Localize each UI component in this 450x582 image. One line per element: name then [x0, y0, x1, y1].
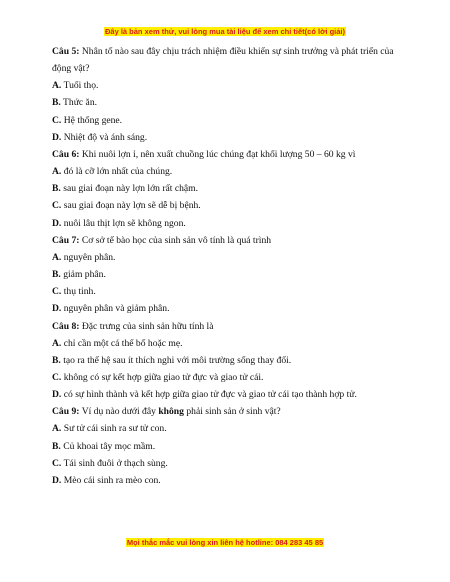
question-label: Câu 9:: [52, 406, 80, 418]
question-5-stem: [52, 43, 412, 77]
option-d: D. Nhiệt độ và ánh sáng.: [52, 131, 148, 143]
option-a: A. nguyên phân.: [52, 251, 116, 263]
question-list: [52, 43, 412, 489]
question-text: Cơ sở tế bào học của sinh sản vô tính là quá trình: [81, 234, 272, 246]
question-emphasis: không: [158, 406, 184, 418]
option-a: A. chỉ cần một cá thể bố hoặc mẹ.: [52, 337, 183, 349]
question-label: Câu 5:: [52, 46, 80, 57]
option-d: D. nuôi lâu thịt lợn sẽ không ngon.: [52, 217, 186, 229]
option-c: C. Tái sinh đuôi ở thạch sùng.: [52, 457, 168, 469]
question-8-stem: [52, 318, 412, 335]
preview-notice-banner: [0, 27, 450, 36]
option-d: D. có sự hình thành và kết hợp giữa giao tử đực và giao tử cái tạo thành hợp tử.: [52, 389, 357, 401]
question-label: Câu 8:: [52, 320, 80, 332]
question-text: Đặc trưng của sinh sản hữu tính là: [81, 320, 214, 332]
option-b: B. Củ khoai tây mọc mầm.: [52, 440, 156, 452]
option-a: A. Tuổi thọ.: [52, 80, 99, 92]
option-c: C. sau giai đoạn này lợn sẽ dễ bị bệnh.: [52, 200, 201, 212]
question-text-before: Ví dụ nào dưới đây: [81, 406, 156, 418]
question-7-stem: [52, 232, 412, 249]
option-b: B. Thức ăn.: [52, 97, 98, 109]
question-text-after: phải sinh sản ở sinh vật?: [186, 406, 281, 418]
question-text: Khi nuôi lợn ỉ, nên xuất chuồng lúc chúng đạt khối lượng 50 – 60 kg vì: [81, 148, 356, 160]
option-a: A. đó là cỡ lớn nhất của chúng.: [52, 166, 173, 178]
option-c: C. Hệ thống gene.: [52, 114, 123, 126]
hotline-banner: [0, 538, 450, 547]
question-9-stem: [52, 403, 412, 420]
option-c: C. không có sự kết hợp giữa giao tử đực và giao tử cái.: [52, 371, 264, 383]
question-text: Nhân tố nào sau đây chịu trách nhiệm điều khiển sự sinh trưởng và phát triển của động vật?: [52, 46, 394, 75]
option-a: A. Sư tử cái sinh ra sư tử con.: [52, 423, 167, 435]
option-d: D. Mèo cái sinh ra mèo con.: [52, 474, 161, 486]
option-b: B. sau giai đoạn này lợn lớn rất chậm.: [52, 183, 199, 195]
question-6-stem: [52, 146, 412, 163]
preview-notice-text: Đây là bản xem thử, vui lòng mua tài liệu để xem chi tiết(có lời giải): [105, 27, 345, 36]
question-label: Câu 6:: [52, 148, 80, 160]
option-b: B. giảm phân.: [52, 269, 106, 281]
option-b: B. tạo ra thế hệ sau ít thích nghi với môi trường sống thay đổi.: [52, 354, 292, 366]
hotline-text: Mọi thắc mắc vui lòng xin liên hệ hotline: 084 283 45 85: [126, 538, 324, 547]
option-d: D. nguyên phân và giảm phân.: [52, 303, 170, 315]
question-label: Câu 7:: [52, 234, 80, 246]
option-c: C. thụ tinh.: [52, 286, 96, 298]
